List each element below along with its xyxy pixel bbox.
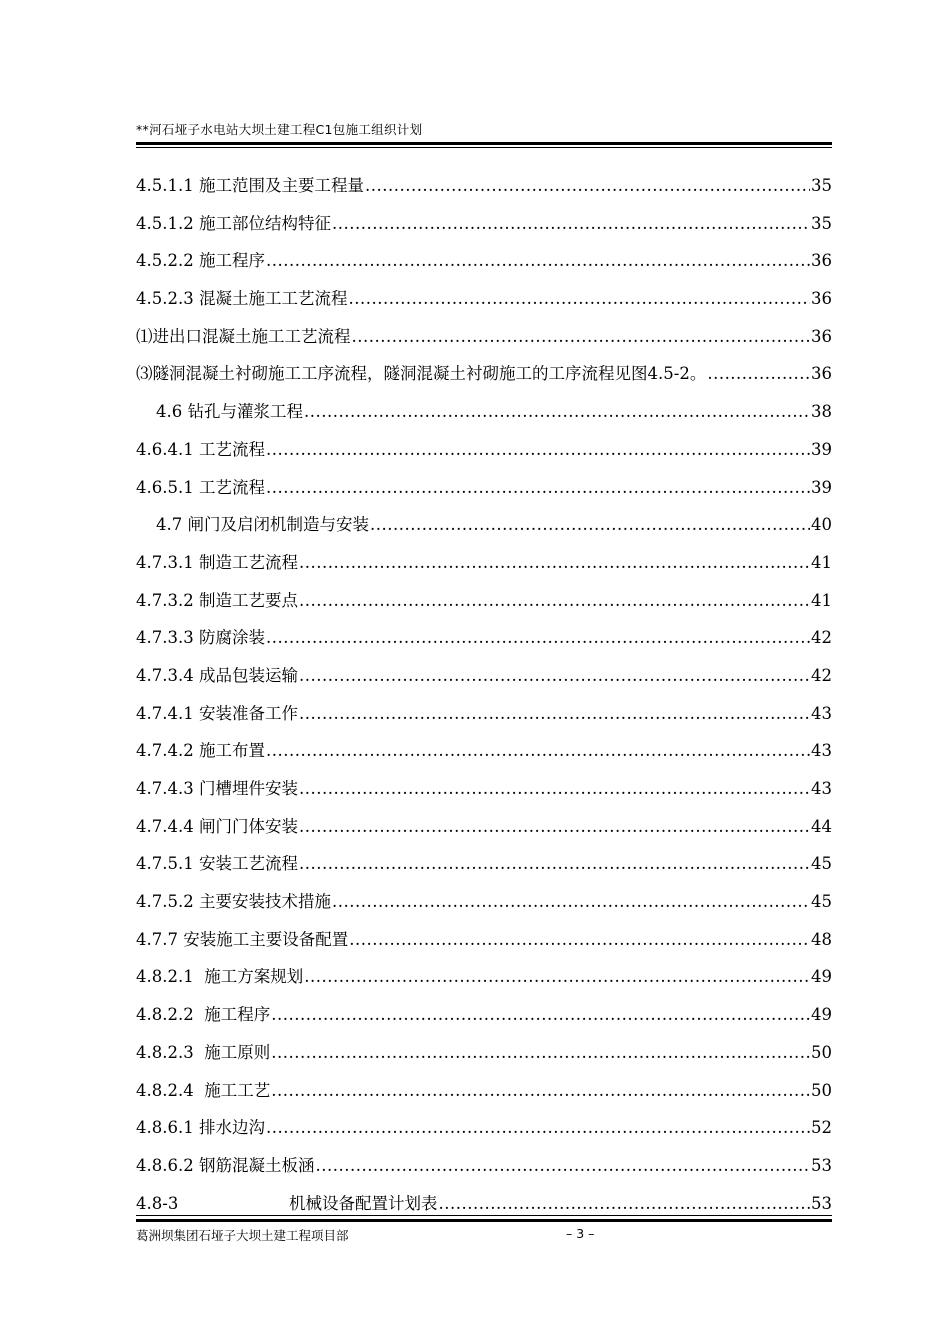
toc-entry-number: 4.8.6.2: [136, 1155, 194, 1175]
toc-entry-title: 安装工艺流程: [198, 854, 298, 874]
toc-entry[interactable]: [136, 624, 832, 662]
toc-leader-dots: [266, 1118, 810, 1137]
toc-entry-page: 39: [811, 477, 832, 497]
toc-leader-dots: [299, 779, 810, 798]
toc-entry-title: 安装准备工作: [198, 703, 298, 723]
toc-entry-number: 4.7.3.3: [136, 628, 194, 648]
toc-entry-page: 42: [811, 665, 832, 685]
toc-entry-page: 48: [811, 929, 832, 949]
toc-entry-page: 49: [811, 1005, 832, 1025]
toc-leader-dots: [304, 402, 810, 421]
toc-entry[interactable]: [136, 210, 832, 248]
toc-entry-page: 41: [811, 552, 832, 572]
toc-entry-number: ⑶: [136, 364, 153, 384]
table-of-contents: [136, 172, 832, 1227]
toc-leader-dots: [332, 214, 810, 233]
toc-entry-title: 防腐涂装: [198, 628, 265, 648]
toc-entry[interactable]: [136, 1114, 832, 1152]
toc-entry-page: 49: [811, 967, 832, 987]
toc-entry-page: 53: [811, 1155, 832, 1175]
toc-entry-number: 4.7: [156, 515, 183, 535]
toc-entry[interactable]: [136, 587, 832, 625]
toc-leader-dots: [365, 176, 810, 195]
toc-entry-number: 4.8-3: [136, 1193, 179, 1213]
toc-entry[interactable]: [136, 436, 832, 474]
toc-entry-title: 工艺流程: [198, 477, 265, 497]
toc-entry-title: 施工布置: [198, 741, 265, 761]
toc-leader-dots: [349, 930, 810, 949]
toc-entry-title: 隧洞混凝土衬砌施工工序流程，隧洞混凝土衬砌施工的工序流程见图4.5-2。: [152, 364, 707, 384]
toc-entry-title: 施工程序: [198, 251, 265, 271]
toc-entry-page: 43: [811, 779, 832, 798]
toc-entry-page: 36: [811, 251, 832, 271]
toc-entry[interactable]: [136, 511, 832, 549]
toc-leader-dots: [271, 1081, 810, 1100]
toc-entry-title: 施工部位结构特征: [198, 213, 331, 233]
footer-rule-thin: [136, 1215, 832, 1216]
toc-leader-dots: [304, 967, 810, 986]
toc-leader-dots: [299, 553, 810, 572]
toc-entry-page: 50: [811, 1080, 832, 1100]
toc-leader-dots: [266, 251, 810, 270]
toc-leader-dots: [299, 591, 810, 610]
toc-entry-title: 排水边沟: [198, 1118, 265, 1138]
toc-entry-number: 4.5.1.1: [136, 176, 194, 195]
toc-entry-title: 门槽埋件安装: [198, 779, 298, 798]
toc-leader-dots: [266, 741, 810, 760]
toc-entry-page: 43: [811, 703, 832, 723]
toc-entry[interactable]: [136, 360, 832, 398]
toc-entry-title: 制造工艺要点: [198, 590, 298, 610]
toc-entry-number: 4.7.4.4: [136, 816, 194, 836]
toc-leader-dots: [299, 817, 810, 836]
toc-leader-dots: [348, 289, 810, 308]
toc-entry[interactable]: [136, 1039, 832, 1077]
toc-entry-number: 4.7.3.1: [136, 552, 194, 572]
toc-entry[interactable]: [136, 813, 832, 851]
toc-entry-number: 4.8.2.2: [136, 1005, 194, 1025]
toc-leader-dots: [439, 1194, 811, 1213]
toc-entry-number: 4.7.4.2: [136, 741, 194, 761]
toc-leader-dots: [266, 628, 810, 647]
toc-entry[interactable]: [136, 737, 832, 775]
toc-entry-page: 40: [811, 515, 832, 535]
toc-leader-dots: [271, 1005, 810, 1024]
toc-leader-dots: [352, 327, 811, 346]
toc-entry-page: 53: [811, 1193, 832, 1213]
toc-entry[interactable]: [136, 926, 832, 964]
toc-entry-title: 闸门及启闭机制造与安装: [187, 515, 369, 535]
toc-entry-page: 41: [811, 590, 832, 610]
toc-entry[interactable]: [136, 549, 832, 587]
toc-entry[interactable]: [136, 700, 832, 738]
toc-leader-dots: [266, 440, 810, 459]
footer-rule-thick: [136, 1219, 832, 1222]
toc-leader-dots: [271, 1043, 810, 1062]
toc-entry-number: 4.7.4.3: [136, 779, 194, 798]
toc-entry[interactable]: [136, 247, 832, 285]
toc-entry-title: 机械设备配置计划表: [289, 1193, 438, 1213]
toc-leader-dots: [266, 478, 810, 497]
toc-entry-page: 44: [811, 816, 832, 836]
toc-entry-title: 施工程序: [204, 1005, 271, 1025]
toc-entry[interactable]: [136, 172, 832, 210]
toc-entry[interactable]: [136, 398, 832, 436]
toc-leader-dots: [299, 854, 810, 873]
toc-entry-number: ⑴: [136, 326, 153, 346]
toc-leader-dots: [299, 666, 810, 685]
toc-entry-page: 43: [811, 741, 832, 761]
footer-page-number: – 3 –: [566, 1226, 595, 1241]
toc-entry-number: 4.7.7: [136, 929, 178, 949]
footer-organization: 葛洲坝集团石垭子大坝土建工程项目部: [136, 1228, 349, 1243]
toc-entry-page: 39: [811, 439, 832, 459]
toc-leader-dots: [299, 704, 810, 723]
toc-entry-title: 进出口混凝土施工工艺流程: [152, 326, 351, 346]
toc-entry-page: 42: [811, 628, 832, 648]
toc-entry-page: 36: [811, 364, 832, 384]
toc-entry-title: 施工原则: [204, 1042, 271, 1062]
toc-entry-page: 50: [811, 1042, 832, 1062]
toc-entry-title: 制造工艺流程: [198, 552, 298, 572]
toc-entry-page: 35: [811, 213, 832, 233]
toc-leader-dots: [332, 892, 810, 911]
header-title: **河石垭子水电站大坝土建工程C1包施工组织计划: [136, 122, 423, 137]
toc-entry-number: 4.5.2.2: [136, 251, 194, 271]
toc-entry[interactable]: [136, 662, 832, 700]
toc-entry-number: 4.8.2.4: [136, 1080, 194, 1100]
toc-entry-title: 主要安装技术措施: [198, 892, 331, 912]
toc-entry-title: 钢筋混凝土板涵: [198, 1155, 315, 1175]
toc-entry[interactable]: [136, 963, 832, 1001]
header-rule-thick: [136, 142, 832, 145]
toc-entry-number: 4.6.4.1: [136, 439, 194, 459]
toc-entry-page: 35: [811, 176, 832, 195]
toc-entry-number: 4.7.3.2: [136, 590, 194, 610]
toc-entry-number: 4.7.4.1: [136, 703, 194, 723]
toc-entry-page: 52: [811, 1118, 832, 1138]
toc-entry[interactable]: [136, 474, 832, 512]
toc-entry-page: 45: [811, 854, 832, 874]
toc-entry[interactable]: [136, 775, 832, 813]
toc-entry[interactable]: [136, 1152, 832, 1190]
toc-entry-number: 4.7.5.2: [136, 892, 194, 912]
toc-entry-title: 混凝土施工工艺流程: [198, 289, 348, 309]
toc-entry-number: 4.8.2.3: [136, 1042, 194, 1062]
toc-entry-number: 4.6.5.1: [136, 477, 194, 497]
toc-leader-dots: [707, 364, 810, 383]
toc-entry-page: 36: [811, 289, 832, 309]
toc-entry-number: 4.7.5.1: [136, 854, 194, 874]
toc-entry-title: 施工方案规划: [204, 967, 304, 987]
toc-entry-title: 闸门门体安装: [198, 816, 298, 836]
toc-entry[interactable]: [136, 1001, 832, 1039]
toc-entry-page: 45: [811, 892, 832, 912]
toc-entry-page: 38: [811, 402, 832, 422]
toc-entry-number: 4.5.2.3: [136, 289, 194, 309]
toc-entry-page: 36: [811, 326, 832, 346]
toc-entry-number: 4.7.3.4: [136, 665, 194, 685]
toc-entry[interactable]: [136, 888, 832, 926]
toc-entry-title: 成品包装运输: [198, 665, 298, 685]
toc-entry-title: 安装施工主要设备配置: [183, 929, 349, 949]
toc-entry[interactable]: [136, 323, 832, 361]
header-rule-thin: [136, 147, 832, 148]
toc-entry-title: 施工工艺: [204, 1080, 271, 1100]
toc-leader-dots: [370, 515, 810, 534]
toc-entry[interactable]: [136, 285, 832, 323]
toc-entry[interactable]: [136, 850, 832, 888]
toc-entry-number: 4.8.2.1: [136, 967, 194, 987]
toc-entry-title: 钻孔与灌浆工程: [187, 402, 303, 422]
toc-leader-dots: [315, 1156, 810, 1175]
toc-entry-number: 4.5.1.2: [136, 213, 194, 233]
toc-entry-title: 工艺流程: [198, 439, 265, 459]
toc-entry-number: 4.8.6.1: [136, 1118, 194, 1138]
toc-entry-title: 施工范围及主要工程量: [198, 176, 364, 195]
toc-entry[interactable]: [136, 1077, 832, 1115]
toc-entry-number: 4.6: [156, 402, 183, 422]
